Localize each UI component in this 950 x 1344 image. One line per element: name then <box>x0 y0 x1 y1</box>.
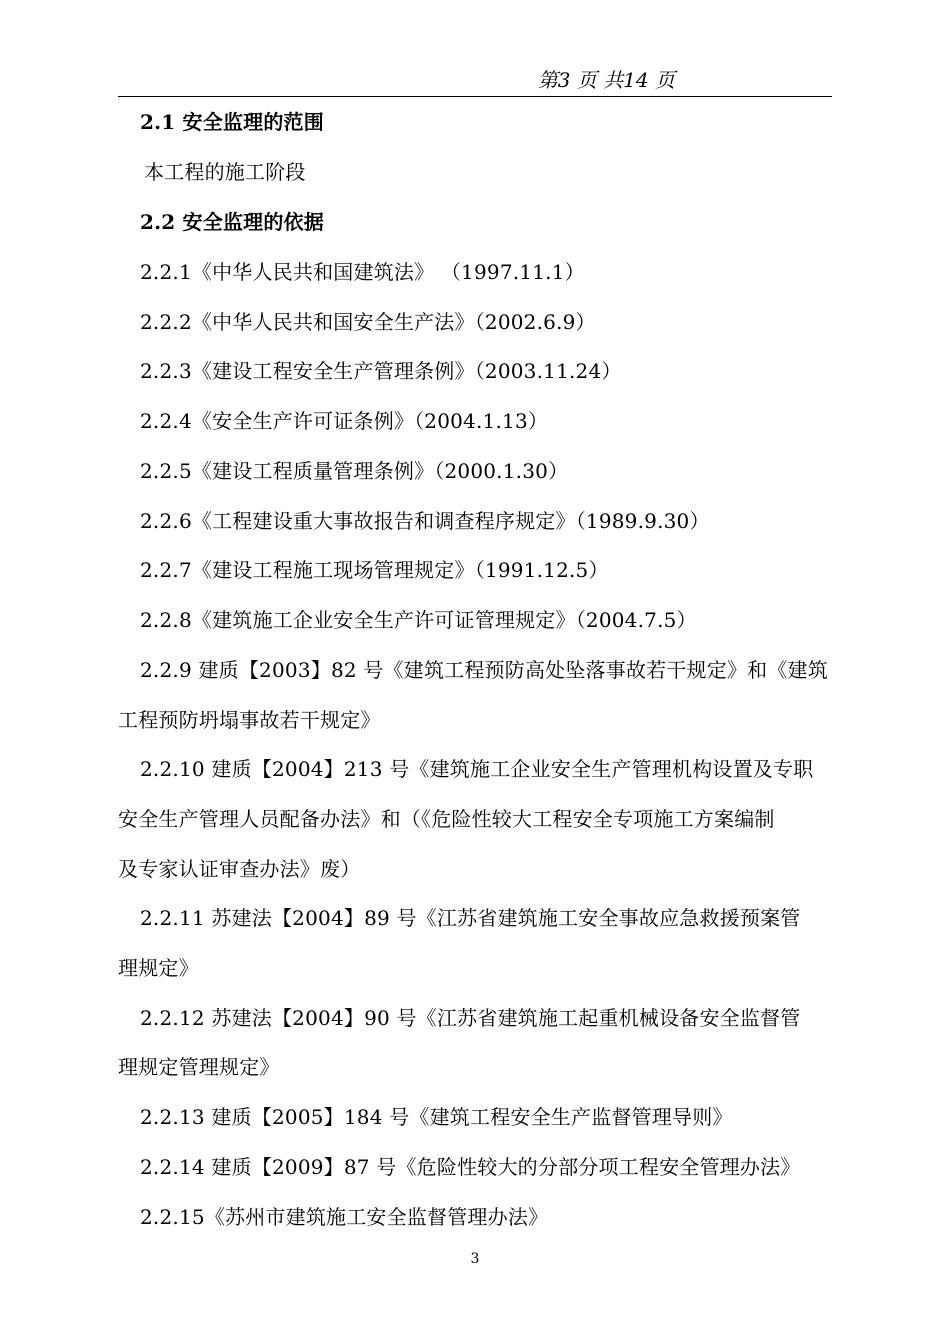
list-item: 2.2.7《建设工程施工现场管理规定》（1991.12.5） <box>140 558 609 582</box>
list-item: 2.2.6《工程建设重大事故报告和调查程序规定》（1989.9.30） <box>140 509 710 533</box>
section-body-scope: 本工程的施工阶段 <box>144 160 306 184</box>
header-divider <box>118 96 832 97</box>
list-item: 2.2.4《安全生产许可证条例》（2004.1.13） <box>140 409 549 433</box>
page-header-label: 第3 页 共14 页 <box>537 68 675 92</box>
list-item-continuation: 工程预防坍塌事故若干规定》 <box>118 708 381 732</box>
list-item: 2.2.2《中华人民共和国安全生产法》（2002.6.9） <box>140 310 596 334</box>
list-item: 2.2.1《中华人民共和国建筑法》 （1997.11.1） <box>140 260 585 284</box>
list-item: 2.2.5《建设工程质量管理条例》（2000.1.30） <box>140 459 569 483</box>
list-item: 2.2.15《苏州市建筑施工安全监督管理办法》 <box>140 1205 549 1229</box>
list-item: 2.2.3《建设工程安全生产管理条例》（2003.11.24） <box>140 359 622 383</box>
list-item: 2.2.13 建质【2005】184 号《建筑工程安全生产监督管理导则》 <box>140 1105 733 1129</box>
list-item-continuation: 及专家认证审查办法》废） <box>118 857 361 881</box>
page-number: 3 <box>470 1251 480 1267</box>
list-item-continuation: 安全生产管理人员配备办法》和（《危险性较大工程安全专项施工方案编制 <box>118 807 775 831</box>
list-item: 2.2.11 苏建法【2004】89 号《江苏省建筑施工安全事故应急救援预案管 <box>140 906 801 930</box>
list-item-continuation: 理规定》 <box>118 956 199 980</box>
section-heading-scope: 2.1 安全监理的范围 <box>140 110 324 134</box>
list-item: 2.2.10 建质【2004】213 号《建筑施工企业安全生产管理机构设置及专职 <box>140 757 814 781</box>
list-item: 2.2.14 建质【2009】87 号《危险性较大的分部分项工程安全管理办法》 <box>140 1155 801 1179</box>
section-heading-basis: 2.2 安全监理的依据 <box>140 210 324 234</box>
list-item: 2.2.9 建质【2003】82 号《建筑工程预防高处坠落事故若干规定》和《建筑 <box>140 658 828 682</box>
list-item: 2.2.12 苏建法【2004】90 号《江苏省建筑施工起重机械设备安全监督管 <box>140 1006 801 1030</box>
list-item: 2.2.8《建筑施工企业安全生产许可证管理规定》（2004.7.5） <box>140 608 697 632</box>
list-item-continuation: 理规定管理规定》 <box>118 1055 280 1079</box>
